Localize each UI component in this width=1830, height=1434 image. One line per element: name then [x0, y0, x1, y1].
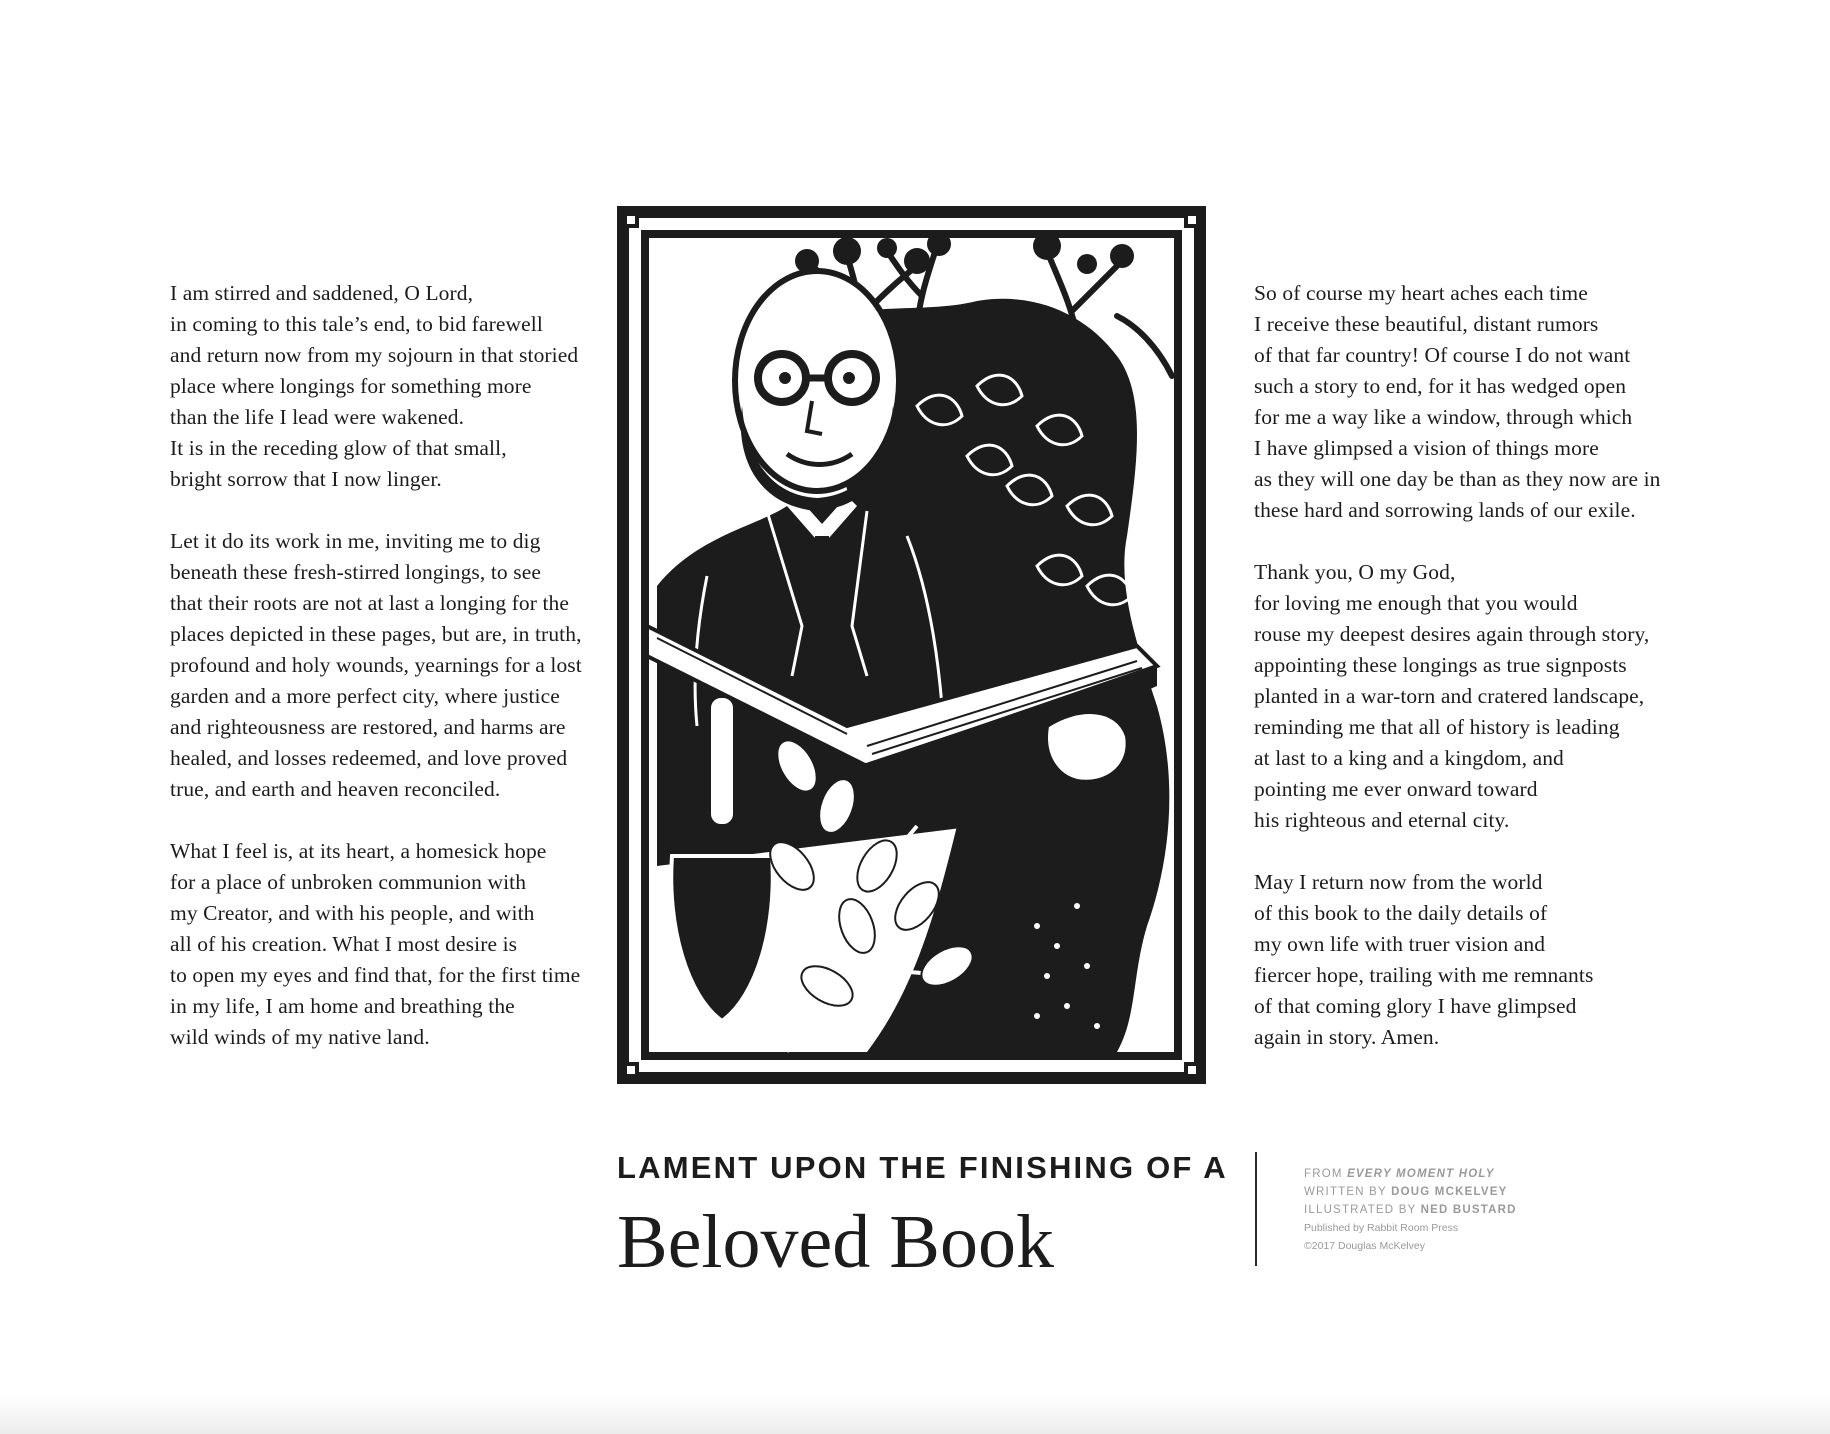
poem-line: appointing these longings as true signposts — [1254, 653, 1627, 677]
poem-left-column — [170, 278, 600, 1084]
poem-line: and return now from my sojourn in that storied — [170, 343, 579, 367]
poem-stanza — [170, 836, 600, 1053]
poem-line: to open my eyes and find that, for the first time — [170, 963, 581, 987]
poem-line: Thank you, O my God, — [1254, 560, 1456, 584]
poem-line: It is in the receding glow of that small, — [170, 436, 507, 460]
poem-line: planted in a war-torn and cratered landscape, — [1254, 684, 1645, 708]
poem-line: and righteousness are restored, and harms are — [170, 715, 566, 739]
credit-from-value: EVERY MOMENT HOLY — [1347, 1168, 1495, 1180]
poem-line: in my life, I am home and breathing the — [170, 994, 515, 1018]
poem-line: healed, and losses redeemed, and love proved — [170, 746, 568, 770]
poem-stanza — [170, 278, 600, 495]
poem-stanza — [1254, 867, 1694, 1053]
title-block — [617, 1150, 1228, 1284]
credit-divider — [1255, 1152, 1257, 1266]
poem-line: I have glimpsed a vision of things more — [1254, 436, 1599, 460]
poem-line: these hard and sorrowing lands of our exile. — [1254, 498, 1636, 522]
poem-right-column — [1254, 278, 1694, 1084]
bottom-shade — [0, 1394, 1830, 1434]
poem-line: again in story. Amen. — [1254, 1025, 1440, 1049]
poem-stanza — [1254, 278, 1694, 526]
poem-line: Let it do its work in me, inviting me to dig — [170, 529, 541, 553]
poem-line: places depicted in these pages, but are, in truth, — [170, 622, 582, 646]
poem-line: his righteous and eternal city. — [1254, 808, 1510, 832]
credit-written — [1304, 1183, 1517, 1201]
poem-line: as they will one day be than as they now are in — [1254, 467, 1661, 491]
poem-line: for loving me enough that you would — [1254, 591, 1578, 615]
poem-stanza — [1254, 557, 1694, 836]
poem-line: of that far country! Of course I do not want — [1254, 343, 1631, 367]
poem-line: that their roots are not at last a longing for the — [170, 591, 570, 615]
poem-line: May I return now from the world — [1254, 870, 1543, 894]
poem-line: than the life I lead were wakened. — [170, 405, 465, 429]
credit-copyright: ©2017 Douglas McKelvey — [1304, 1240, 1425, 1252]
poem-line: bright sorrow that I now linger. — [170, 467, 442, 491]
poem-line: fiercer hope, trailing with me remnants — [1254, 963, 1594, 987]
poem-line: true, and earth and heaven reconciled. — [170, 777, 501, 801]
credit-from-label: FROM — [1304, 1168, 1348, 1180]
poem-line: pointing me ever onward toward — [1254, 777, 1538, 801]
woodcut-illustration — [617, 206, 1206, 1084]
poem-line: all of his creation. What I most desire is — [170, 932, 518, 956]
poem-line: at last to a king and a kingdom, and — [1254, 746, 1564, 770]
poem-stanza — [170, 526, 600, 805]
credit-illustrated-value: NED BUSTARD — [1420, 1204, 1517, 1216]
poem-line: garden and a more perfect city, where justice — [170, 684, 560, 708]
credit-written-label: WRITTEN BY — [1304, 1186, 1392, 1198]
poem-line: I receive these beautiful, distant rumors — [1254, 312, 1599, 336]
poem-line: wild winds of my native land. — [170, 1025, 430, 1049]
poem-line: profound and holy wounds, yearnings for a lost — [170, 653, 582, 677]
poem-line: What I feel is, at its heart, a homesick hope — [170, 839, 547, 863]
poem-line: such a story to end, for it has wedged open — [1254, 374, 1627, 398]
poem-line: of that coming glory I have glimpsed — [1254, 994, 1577, 1018]
credit-from — [1304, 1165, 1517, 1183]
credit-illustrated — [1304, 1201, 1517, 1219]
poem-line: beneath these fresh-stirred longings, to see — [170, 560, 541, 584]
poem-line: for me a way like a window, through which — [1254, 405, 1633, 429]
poem-line: rouse my deepest desires again through story, — [1254, 622, 1650, 646]
poem-line: my own life with truer vision and — [1254, 932, 1546, 956]
poem-line: I am stirred and saddened, O Lord, — [170, 281, 474, 305]
poem-line: reminding me that all of history is leading — [1254, 715, 1620, 739]
poem-line: So of course my heart aches each time — [1254, 281, 1588, 305]
poem-line: my Creator, and with his people, and with — [170, 901, 535, 925]
poem-line: of this book to the daily details of — [1254, 901, 1548, 925]
poem-line: for a place of unbroken communion with — [170, 870, 527, 894]
credit-illustrated-label: ILLUSTRATED BY — [1304, 1204, 1421, 1216]
credit-published: Published by Rabbit Room Press — [1304, 1222, 1459, 1234]
title-kicker: LAMENT UPON THE FINISHING OF A — [617, 1150, 1228, 1185]
poem-line: in coming to this tale’s end, to bid farewell — [170, 312, 543, 336]
title-main: Beloved Book — [617, 1200, 1054, 1284]
poem-line: place where longings for something more — [170, 374, 532, 398]
credits — [1304, 1165, 1517, 1255]
credit-written-value: DOUG MCKELVEY — [1391, 1186, 1508, 1198]
hand — [1046, 712, 1128, 782]
